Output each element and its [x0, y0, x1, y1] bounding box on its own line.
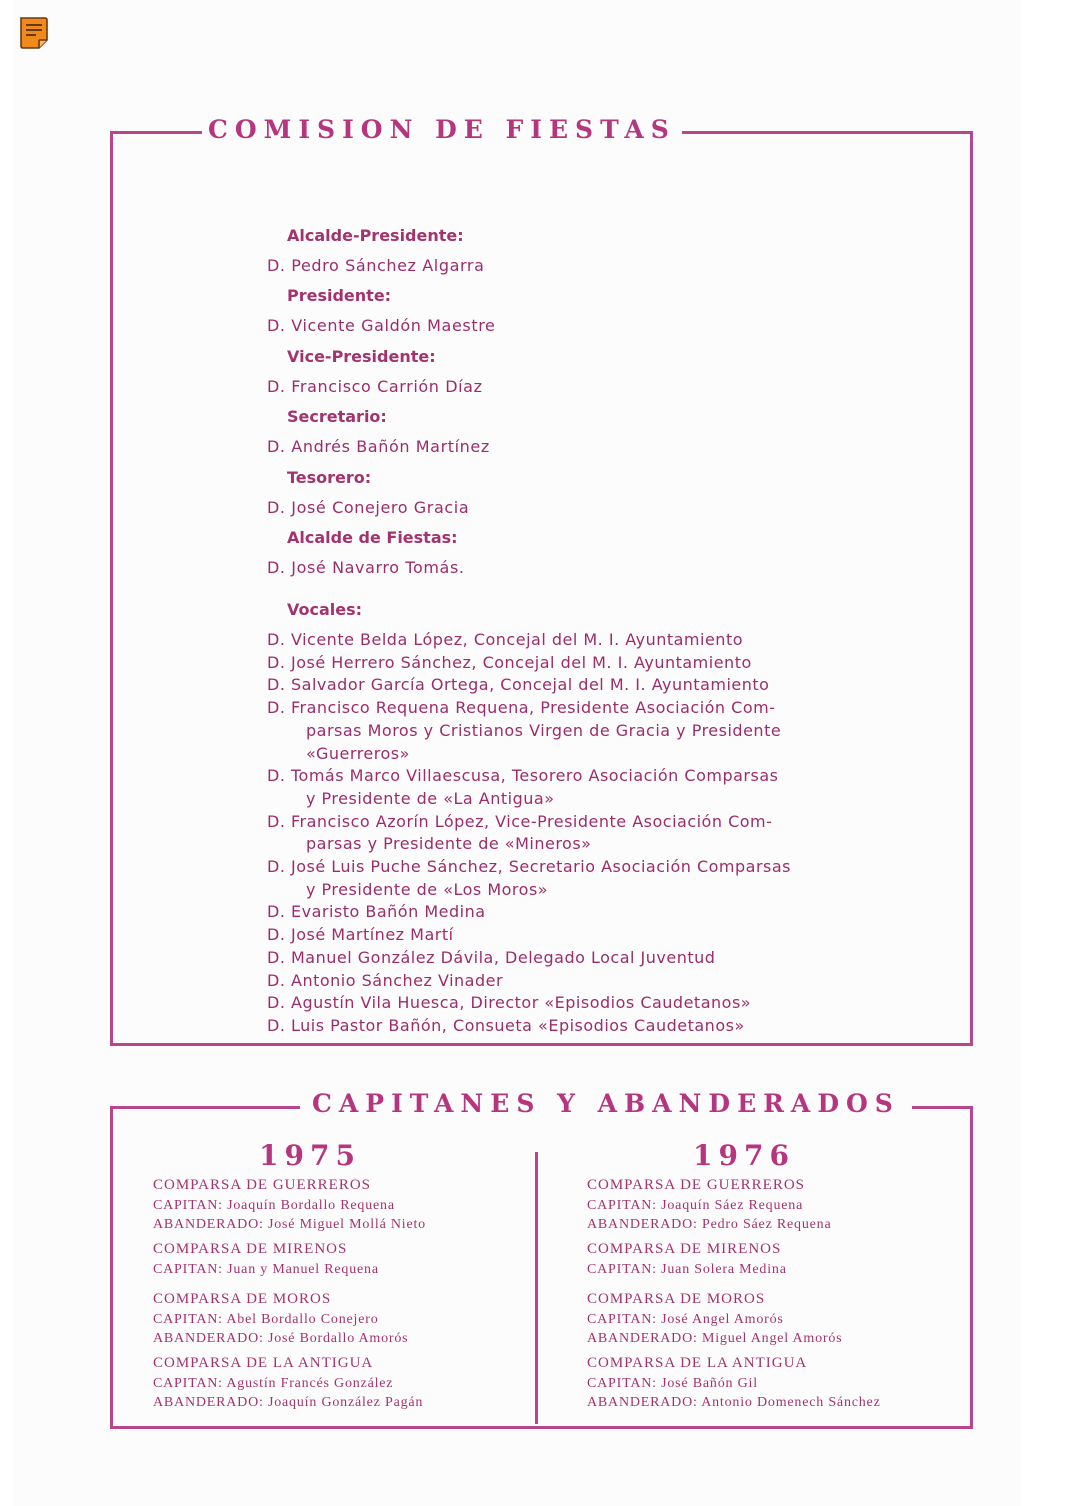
vocales-label: Vocales:: [287, 600, 363, 619]
vocal-line: y Presidente de «Los Moros»: [306, 879, 549, 899]
comparsa-title: COMPARSA DE MOROS: [153, 1291, 332, 1307]
vocal-line: «Guerreros»: [306, 743, 410, 763]
role-name: D. José Conejero Gracia: [267, 497, 470, 517]
comparsa-title: COMPARSA DE MIRENOS: [153, 1241, 348, 1257]
comision-frame: [110, 131, 973, 1046]
comparsa-member: CAPITAN: Joaquín Sáez Requena: [587, 1198, 804, 1213]
comparsa-member: ABANDERADO: Miguel Angel Amorós: [587, 1331, 843, 1346]
vocal-line: D. Antonio Sánchez Vinader: [267, 970, 504, 990]
role-label: Presidente:: [287, 286, 392, 306]
comparsa-member: CAPITAN: José Angel Amorós: [587, 1312, 784, 1327]
vocal-line: D. Francisco Requena Requena, Presidente Asociación Com-: [267, 698, 776, 718]
comparsa-member: CAPITAN: Juan y Manuel Requena: [153, 1262, 379, 1277]
comision-title: COMISION DE FIESTAS: [202, 115, 682, 144]
vocal-line: parsas y Presidente de «Mineros»: [306, 834, 592, 854]
role-label: Alcalde de Fiestas:: [287, 528, 458, 547]
vocal-line: D. Agustín Vila Huesca, Director «Episodios Caudetanos»: [267, 993, 752, 1013]
comparsa-member: ABANDERADO: Pedro Sáez Requena: [587, 1217, 832, 1232]
comparsa-title: COMPARSA DE GUERREROS: [587, 1177, 805, 1193]
vocal-line: parsas Moros y Cristianos Virgen de Gracia y Presidente: [306, 720, 782, 740]
column-divider: [535, 1152, 538, 1424]
vocal-line: D. Evaristo Bañón Medina: [267, 902, 486, 922]
vocal-line: D. Tomás Marco Villaescusa, Tesorero Asociación Comparsas: [267, 766, 779, 786]
vocal-line: D. Salvador García Ortega, Concejal del M. I. Ayuntamiento: [267, 675, 770, 695]
vocal-line: D. José Herrero Sánchez, Concejal del M. I. Ayuntamiento: [267, 652, 752, 672]
comparsa-title: COMPARSA DE MOROS: [587, 1291, 766, 1307]
comparsa-member: ABANDERADO: Antonio Domenech Sánchez: [587, 1395, 881, 1410]
comparsa-title: COMPARSA DE LA ANTIGUA: [153, 1355, 374, 1371]
comparsa-member: CAPITAN: Joaquín Bordallo Requena: [153, 1198, 395, 1213]
vocal-line: y Presidente de «La Antigua»: [306, 788, 555, 808]
vocal-line: D. Manuel González Dávila, Delegado Local Juventud: [267, 947, 716, 967]
comparsa-title: COMPARSA DE GUERREROS: [153, 1177, 371, 1193]
vocal-line: D. Luis Pastor Bañón, Consueta «Episodios Caudetanos»: [267, 1015, 745, 1035]
comparsa-member: ABANDERADO: José Miguel Mollá Nieto: [153, 1217, 426, 1232]
comparsa-member: CAPITAN: José Bañón Gil: [587, 1376, 758, 1391]
comparsa-member: CAPITAN: Agustín Francés González: [153, 1376, 394, 1391]
year-1975: 1975: [259, 1139, 361, 1172]
role-name: D. Vicente Galdón Maestre: [267, 316, 496, 336]
comparsa-member: ABANDERADO: José Bordallo Amorós: [153, 1331, 409, 1346]
comparsa-member: ABANDERADO: Joaquín González Pagán: [153, 1395, 424, 1410]
role-label: Alcalde-Presidente:: [287, 226, 464, 245]
role-name: D. Andrés Bañón Martínez: [267, 437, 490, 457]
comparsa-member: CAPITAN: Abel Bordallo Conejero: [153, 1312, 379, 1327]
role-label: Secretario:: [287, 407, 387, 427]
role-name: D. Pedro Sánchez Algarra: [267, 256, 485, 275]
vocal-line: D. José Martínez Martí: [267, 925, 454, 945]
role-name: D. José Navarro Tomás.: [267, 558, 465, 577]
vocal-line: D. José Luis Puche Sánchez, Secretario Asociación Comparsas: [267, 857, 792, 876]
comparsa-title: COMPARSA DE LA ANTIGUA: [587, 1355, 808, 1371]
document-icon[interactable]: [18, 16, 50, 50]
vocal-line: D. Francisco Azorín López, Vice-Presidente Asociación Com-: [267, 811, 773, 831]
vocal-line: D. Vicente Belda López, Concejal del M. I. Ayuntamiento: [267, 630, 744, 649]
role-label: Vice-Presidente:: [287, 346, 436, 366]
capitanes-title: CAPITANES Y ABANDERADOS: [300, 1089, 912, 1118]
comparsa-title: COMPARSA DE MIRENOS: [587, 1241, 782, 1257]
role-name: D. Francisco Carrión Díaz: [267, 376, 483, 396]
role-label: Tesorero:: [287, 467, 372, 487]
comparsa-member: CAPITAN: Juan Solera Medina: [587, 1262, 787, 1277]
year-1976: 1976: [693, 1139, 795, 1172]
